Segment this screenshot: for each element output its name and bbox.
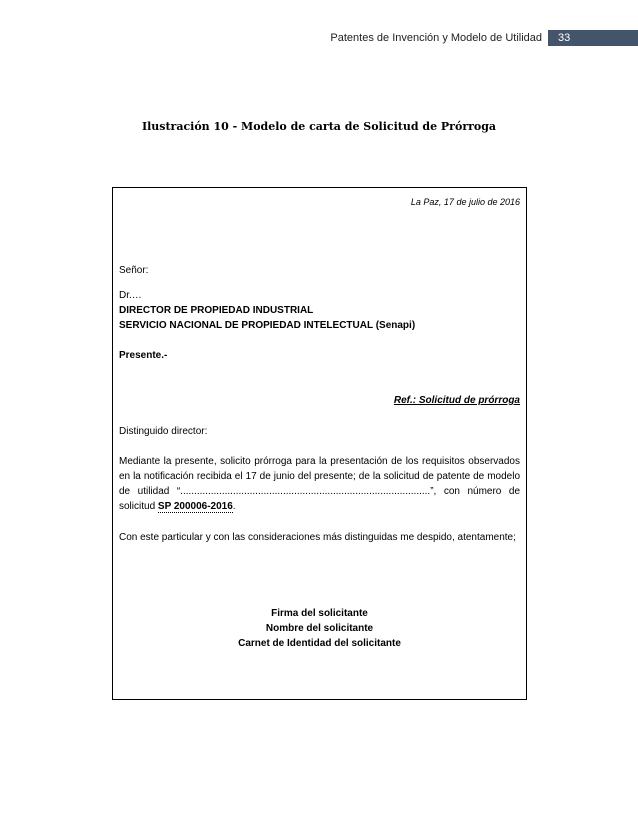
header-title: Patentes de Invención y Modelo de Utilidad xyxy=(330,32,542,44)
greeting: Distinguido director: xyxy=(119,426,208,437)
signature-line-1: Firma del solicitante xyxy=(271,608,368,619)
letter-body xyxy=(119,454,520,514)
reference-line: Ref.: Solicitud de prórroga xyxy=(393,395,520,406)
figure-caption: Ilustración 10 - Modelo de carta de Solicitud de Prórroga xyxy=(141,120,497,133)
salutation: Señor: xyxy=(119,265,149,276)
page-header xyxy=(0,30,638,46)
closing: Con este particular y con las consideraciones más distinguidas me despido, atentamente; xyxy=(119,532,516,543)
addressee-org: SERVICIO NACIONAL DE PROPIEDAD INTELECTUAL (Senapi) xyxy=(119,320,416,331)
signature-line-2: Nombre del solicitante xyxy=(265,623,374,634)
letter-template xyxy=(112,187,527,700)
letter-date: La Paz, 17 de julio de 2016 xyxy=(410,197,520,207)
application-number: SP 200006-2016 xyxy=(157,501,233,512)
addressee-title: Dr.… xyxy=(119,290,142,301)
presente: Presente.- xyxy=(119,350,168,361)
signature-line-3: Carnet de Identidad del solicitante xyxy=(238,638,401,649)
addressee-position: DIRECTOR DE PROPIEDAD INDUSTRIAL xyxy=(119,305,314,316)
page-number-badge: 33 xyxy=(548,30,638,46)
letter-body-end: . xyxy=(232,501,236,512)
letter-body-text: Mediante la presente, solicito prórroga para la presentación de los requisitos observados en la notificación recibida el 17 de junio del presente; de la solicitud de patente de modelo de utilidad “..........................................................................................”, con número de solicitud xyxy=(119,456,520,512)
